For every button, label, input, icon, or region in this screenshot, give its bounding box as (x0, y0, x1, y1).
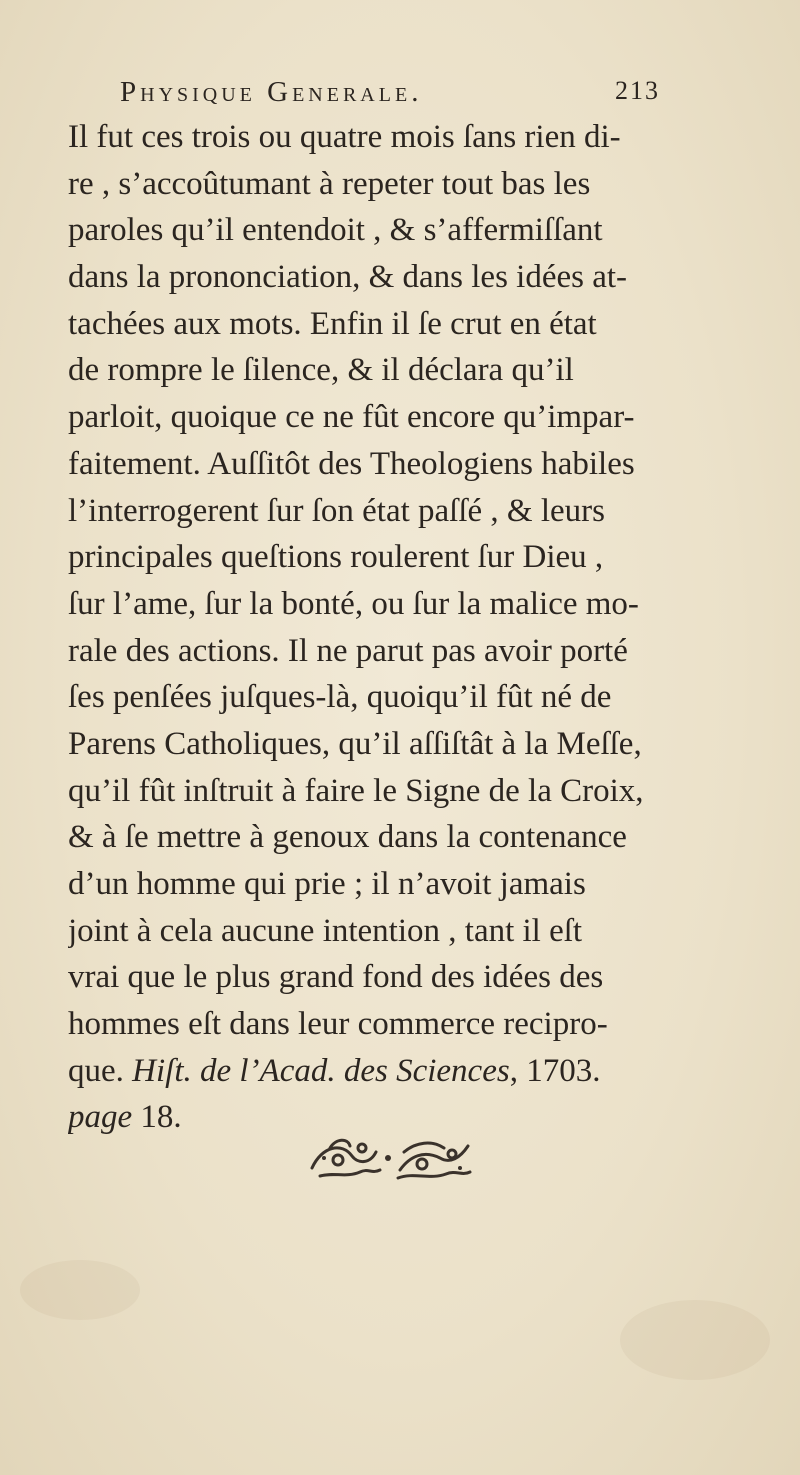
citation-year: , 1703. (509, 1052, 601, 1089)
text-line: tachées aux mots. Enfin il ſe crut en état (68, 305, 597, 342)
text-line: dans la prononciation, & dans les idées at- (68, 259, 628, 296)
text-line: parloit, quoique ce ne fût encore qu’impar- (68, 399, 635, 436)
page-number: 213 (615, 76, 660, 105)
paper-stain (620, 1300, 770, 1380)
text-line: ſes penſées juſques-là, quoiqu’il fût né de (68, 679, 612, 716)
text-line: d’un homme qui prie ; il n’avoit jamais (68, 866, 586, 902)
citation-lead: que. (68, 1052, 133, 1089)
text-line: l’interrogerent ſur ſon état paſſé , & leurs (68, 492, 605, 529)
text-line: vrai que le plus grand fond des idées des (68, 959, 604, 996)
text-line: de rompre le ſilence, & il déclara qu’il (68, 352, 574, 389)
citation-page-label: page (68, 1099, 133, 1136)
citation-source: Hiſt. de l’Acad. des Sciences (132, 1052, 510, 1089)
running-header (120, 76, 660, 116)
text-line: Il fut ces trois ou quatre mois ſans rien di- (68, 119, 621, 155)
body-text (68, 114, 758, 1141)
citation-page-number: 18. (132, 1099, 182, 1136)
text-line: qu’il fût inſtruit à faire le Signe de la Croix, (68, 772, 644, 809)
citation-line (68, 1048, 758, 1095)
text-line: re , s’accoûtumant à repeter tout bas les (68, 165, 591, 202)
text-line: joint à cela aucune intention , tant il eſt (68, 912, 583, 949)
text-line: paroles qu’il entendoit , & s’affermiſſant (68, 212, 603, 249)
running-title: Physique Generale. (120, 76, 423, 108)
paper-stain (20, 1260, 140, 1320)
text-line: hommes eſt dans leur commerce recipro- (68, 1006, 608, 1043)
text-line: ſur l’ame, ſur la bonté, ou ſur la malice mo- (68, 585, 639, 622)
printer-fleuron-icon (300, 1128, 480, 1188)
text-line: faitement. Auſſitôt des Theologiens habiles (68, 445, 635, 482)
text-line: Parens Catholiques, qu’il aſſiſtât à la Meſſe, (68, 725, 642, 762)
text-line: rale des actions. Il ne parut pas avoir porté (68, 632, 628, 669)
text-line: principales queſtions roulerent ſur Dieu , (68, 539, 604, 576)
text-line: & à ſe mettre à genoux dans la contenance (68, 819, 627, 856)
